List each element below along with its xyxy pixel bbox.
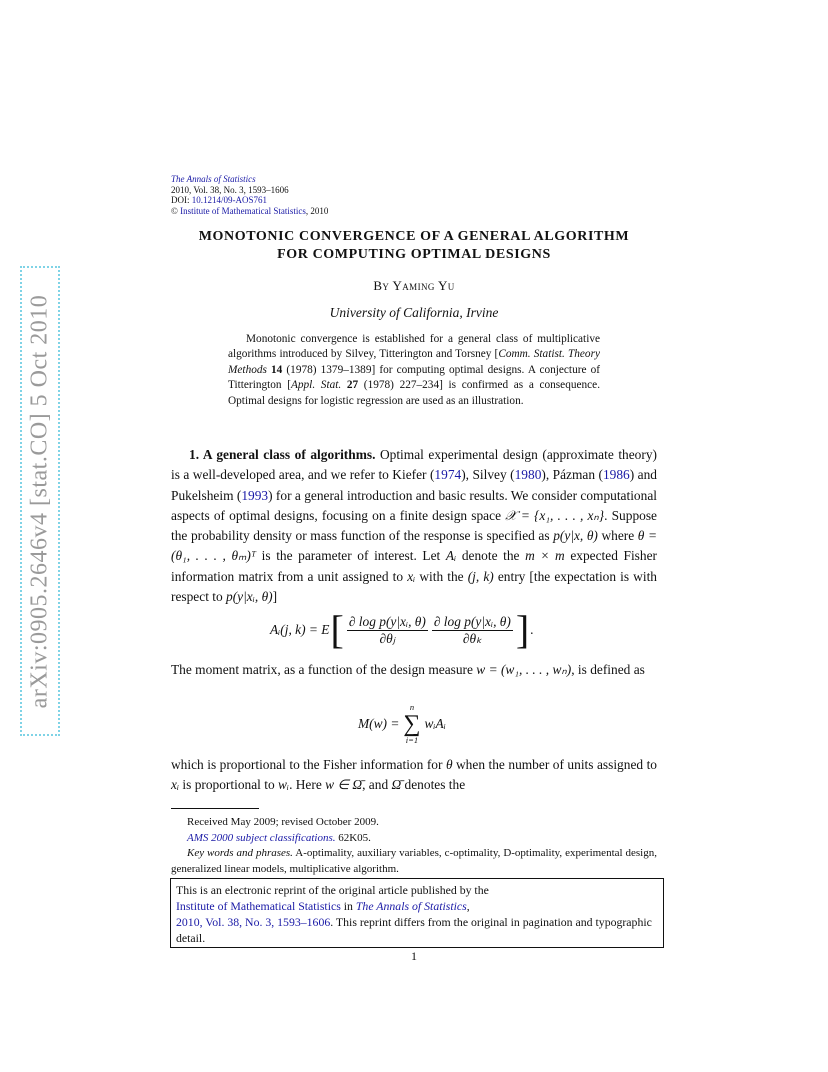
eq1-den1: ∂θⱼ	[379, 630, 396, 646]
journal-volume: 2010, Vol. 38, No. 3, 1593–1606	[171, 184, 289, 195]
text-span: The moment matrix, as a function of the design measure	[171, 662, 477, 677]
abstract-ref2-rest: (1978) 227–234] is confirmed as a consequence. Optimal designs for logistic regression are used as an illustration.	[228, 379, 601, 407]
equation-fisher-entry	[270, 607, 534, 652]
eq1-num2: ∂ log p(y|xᵢ, θ)	[433, 613, 511, 629]
equation-moment-matrix	[358, 702, 446, 746]
footnotes	[171, 815, 657, 877]
abstract-ref1-journal: Comm. Statist. Theory Methods	[228, 348, 600, 376]
affiliation: University of California, Irvine	[329, 305, 499, 320]
text-span: which is proportional to the Fisher information for	[171, 757, 446, 772]
footnote-ams	[171, 831, 657, 847]
math-w-in-omega: w ∈ Ω̄	[325, 777, 363, 793]
copyright-year: , 2010	[305, 205, 329, 216]
title-line-1: MONOTONIC CONVERGENCE OF A GENERAL ALGORITHM	[198, 229, 630, 244]
text-span: when the number of units assigned to	[452, 757, 658, 772]
text-span: where	[597, 528, 638, 544]
eq1-fraction-1	[347, 614, 428, 647]
math-pyx: p(y|xᵢ, θ)	[226, 589, 273, 605]
reprint-institute-link[interactable]: Institute of Mathematical Statistics	[176, 899, 341, 913]
text-span: in	[340, 899, 356, 913]
cite-silvey[interactable]: 1980	[514, 467, 542, 483]
doi-label: DOI:	[171, 195, 190, 205]
text-span: entry [the expectation is with respect to	[171, 568, 657, 605]
abstract-text-1: Monotonic convergence is established for a general class of multiplicative algorithms introduced by Silvey, Titterington and Torsney [	[228, 333, 600, 361]
text-span: denote the	[456, 548, 526, 564]
title-line-2: FOR COMPUTING OPTIMAL DESIGNS	[277, 247, 551, 262]
eq1-fraction-2	[432, 614, 513, 647]
eq1-right-bracket: ]	[515, 607, 530, 652]
math-density: p(y|x, θ)	[553, 528, 598, 544]
abstract-ref1-vol: 14	[271, 363, 283, 376]
arxiv-stamp-text: arXiv:0905.2646v4 [stat.CO] 5 Oct 2010	[26, 294, 53, 708]
math-xi: xᵢ	[407, 568, 416, 584]
text-span: This is an electronic reprint of the original article published by the	[176, 883, 489, 897]
math-theta: θ = (θ₁, . . . , θₘ)ᵀ	[171, 528, 657, 564]
cite-pukelsheim[interactable]: 1993	[241, 487, 269, 503]
eq1-left-bracket: [	[330, 607, 344, 652]
footnote-rule	[171, 808, 259, 809]
math-jk: (j, k)	[467, 568, 494, 584]
journal-name[interactable]: The Annals of Statistics	[171, 174, 256, 184]
text-span: . This reprint differs from the original in pagination and typographic detail.	[176, 915, 652, 945]
eq2-sum-upper: n	[409, 702, 415, 712]
math-design-measure: w = (w₁, . . . , wₙ)	[476, 662, 572, 677]
footnote-received: Received May 2009; revised October 2009.	[187, 816, 379, 828]
text-span: ]	[272, 589, 278, 605]
text-span: is the parameter of interest. Let	[256, 548, 446, 564]
keywords-label: Key words and phrases.	[187, 847, 293, 859]
text-span: expected Fisher information matrix from a unit assigned to	[171, 548, 657, 584]
text-span: denotes the	[401, 777, 466, 793]
page-number: 1	[411, 949, 417, 963]
text-span: is proportional to	[179, 777, 278, 793]
math-wi: wᵢ	[278, 777, 290, 793]
eq2-sum-lower: i=1	[405, 735, 419, 745]
copyright-holder-link[interactable]: Institute of Mathematical Statistics	[180, 205, 306, 216]
text-span: ) and Pukelsheim (	[171, 467, 657, 503]
math-mxm: m × m	[525, 548, 565, 564]
eq1-lhs: Aᵢ(j, k) = E	[270, 622, 330, 637]
math-design-space: 𝒳 = {x₁, . . . , xₙ}	[505, 507, 605, 523]
eq2-rhs: wᵢAᵢ	[424, 716, 446, 731]
paper-title	[150, 228, 678, 264]
eq2-sum	[403, 702, 420, 746]
reprint-journal-link[interactable]: The Annals of Statistics	[355, 899, 467, 913]
abstract	[228, 332, 600, 409]
ams-classification-link[interactable]: AMS 2000 subject classifications.	[187, 831, 336, 844]
keywords-text: A-optimality, auxiliary variables, c-optimality, D-optimality, experimental design, generalized linear models, multiplicative algorithm.	[171, 847, 657, 875]
abstract-ref2-vol: 27	[346, 379, 359, 392]
text-span: . Here	[289, 777, 326, 793]
abstract-ref2-journal: Appl. Stat.	[290, 379, 342, 392]
author: By Yaming Yu	[373, 278, 455, 293]
text-span: ), Pázman (	[541, 467, 603, 483]
text-span: . Suppose the probability density or mass function of the response is specified as	[171, 507, 657, 544]
footnote-keywords	[171, 846, 657, 877]
ams-code: 62K05.	[335, 831, 371, 844]
text-span: , and	[362, 777, 392, 793]
eq1-period: .	[530, 622, 534, 637]
doi-link[interactable]: 10.1214/09-AOS761	[191, 195, 268, 205]
sum-symbol: ∑	[403, 711, 421, 737]
journal-header	[171, 174, 328, 216]
text-span: ) for a general introduction and basic results. We consider computational aspects of optimal designs, focusing on a finite design space	[171, 487, 657, 523]
section-heading: 1. A general class of algorithms.	[189, 447, 376, 462]
arxiv-stamp	[20, 266, 60, 736]
eq2-lhs: M(w) =	[358, 716, 400, 731]
cite-pazman[interactable]: 1986	[602, 467, 630, 483]
section-1-paragraph	[171, 445, 657, 607]
eq1-den2: ∂θₖ	[462, 630, 482, 646]
moment-matrix-paragraph	[171, 660, 657, 680]
math-omega-bar: Ω̄	[391, 777, 402, 793]
text-span: , is defined as	[571, 662, 645, 677]
reprint-volume-link[interactable]: 2010, Vol. 38, No. 3, 1593–1606	[176, 915, 331, 929]
text-span: Optimal experimental design (approximate theory) is a well-developed area, and we refer to Kiefer (	[171, 447, 657, 483]
fisher-information-paragraph	[171, 755, 657, 796]
text-span: with the	[415, 568, 468, 584]
reprint-notice	[170, 878, 664, 948]
copyright-symbol: ©	[171, 205, 178, 216]
abstract-ref1-rest: (1978) 1379–1389] for computing optimal designs. A conjecture of Titterington [	[228, 363, 601, 392]
math-theta-2: θ	[445, 757, 453, 772]
cite-kiefer[interactable]: 1974	[434, 467, 462, 483]
text-span: ,	[466, 899, 470, 913]
math-ai: Aᵢ	[445, 548, 457, 564]
math-xi-2: xᵢ	[171, 777, 180, 793]
text-span: ), Silvey (	[461, 467, 515, 483]
eq1-num1: ∂ log p(y|xᵢ, θ)	[348, 613, 426, 629]
